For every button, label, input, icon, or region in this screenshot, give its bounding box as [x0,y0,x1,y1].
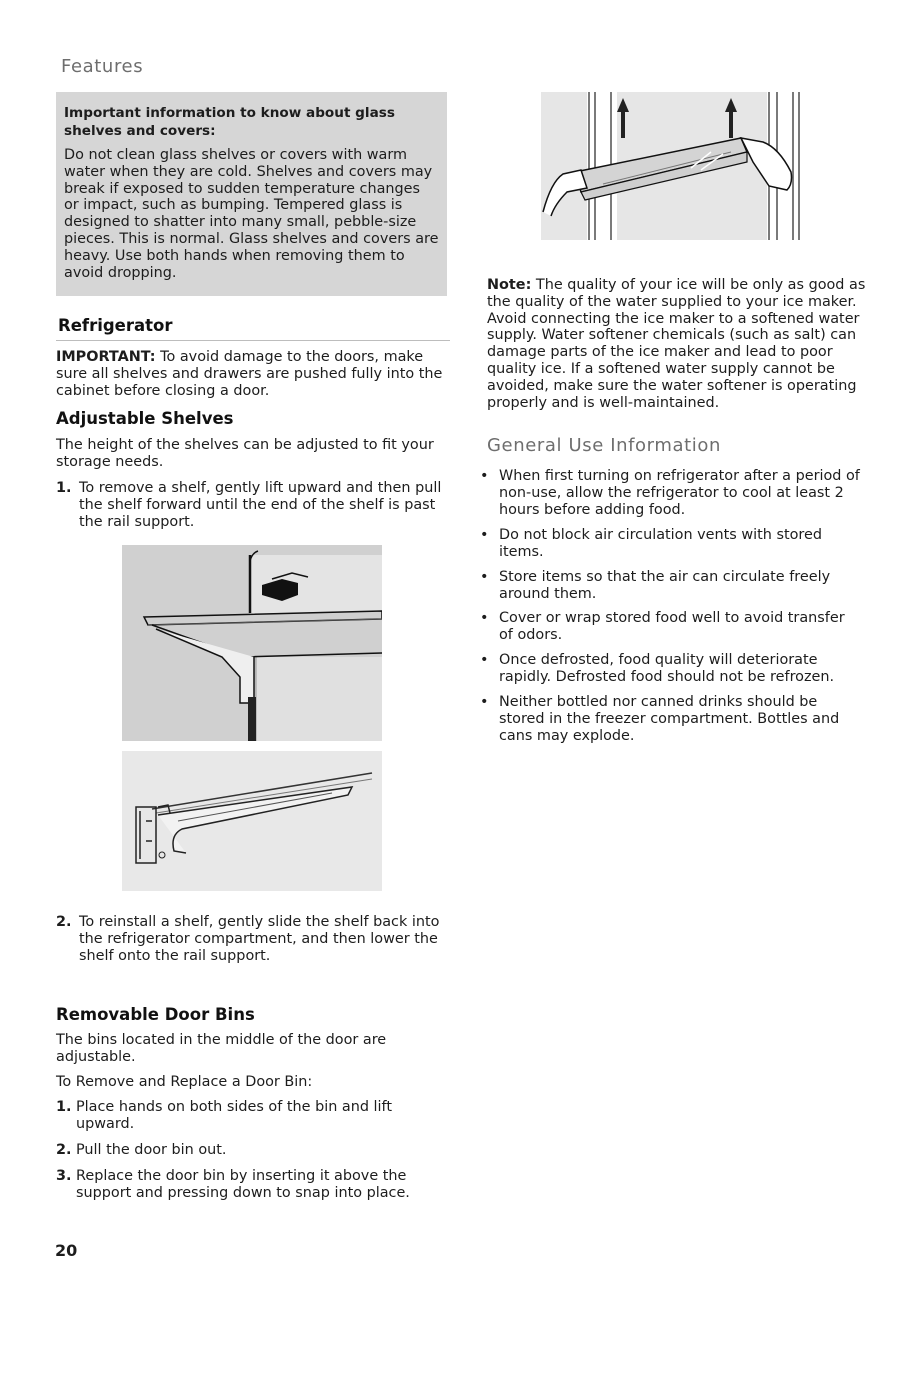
bullet-text: Cover or wrap stored food well to avoid transfer of odors. [499,610,845,643]
shelf-removal-illustration [122,545,382,741]
bullet-dot: • [480,468,489,484]
page-number: 20 [55,1241,78,1260]
notice-body: Do not clean glass shelves or covers with warm water when they are cold. Shelves and covers may break if exposed to sudden temperature changes or impact, such as bumping. Tempered glass is designed to shatter into many small, pebble-size pieces. This is normal. Glass shelves and covers are heavy. Use both hands when removing them to avoid dropping. [64,147,439,281]
door-bins-intro: The bins located in the middle of the door are adjustable. [56,1032,387,1065]
bullet-text: When first turning on refrigerator after a period of non-use, allow the refrigerator to cool at least 2 hours before adding food. [499,468,860,518]
refrigerator-important [56,349,450,399]
section-title: Features [61,56,144,77]
important-label: IMPORTANT: [56,349,156,365]
step-text: To remove a shelf, gently lift upward and then pull the shelf forward until the end of the shelf is past the rail support. [79,480,442,530]
bullet-dot: • [480,527,489,543]
bullet-dot: • [480,569,489,585]
bullet-text: Once defrosted, food quality will deteriorate rapidly. Defrosted food should not be refrozen. [499,652,835,685]
bullet-dot: • [480,694,489,710]
shelf-step-1 [56,480,446,530]
step-number: 3. [56,1168,72,1184]
step-text: Replace the door bin by inserting it above the support and pressing down to snap into place. [76,1168,410,1201]
adjustable-shelves-heading: Adjustable Shelves [56,409,234,428]
bullet-item [480,569,861,603]
door-bins-heading: Removable Door Bins [56,1005,255,1024]
ice-quality-note [487,277,867,411]
bullet-text: Neither bottled nor canned drinks should be stored in the freezer compartment. Bottles and cans may explode. [499,694,840,744]
refrigerator-heading: Refrigerator [58,316,173,335]
adjustable-shelves-intro: The height of the shelves can be adjusted to fit your storage needs. [56,437,434,470]
bullet-item [480,468,861,518]
step-number: 2. [56,914,72,930]
step-number: 1. [56,480,72,496]
door-bins-subheading: To Remove and Replace a Door Bin: [56,1074,313,1090]
bullet-dot: • [480,610,489,626]
bullet-text: Do not block air circulation vents with stored items. [499,527,823,560]
step-number: 2. [56,1142,72,1158]
bin-step-1 [56,1099,446,1133]
general-use-heading: General Use Information [487,435,722,456]
door-bin-illustration [541,92,801,240]
bullet-item [480,652,870,686]
step-text: Place hands on both sides of the bin and lift upward. [76,1099,392,1132]
step-text: Pull the door bin out. [76,1142,227,1158]
notice-heading: Important information to know about glass shelves and covers: [64,105,395,139]
bullet-text: Store items so that the air can circulate freely around them. [499,569,831,602]
bullet-dot: • [480,652,489,668]
bin-step-2 [56,1142,446,1159]
divider [56,340,450,341]
bullet-item [480,610,861,644]
note-label: Note: [487,277,532,293]
bin-step-3 [56,1168,446,1202]
important-text: To avoid damage to the doors, make sure all shelves and drawers are pushed fully into the cabinet before closing a door. [56,349,443,399]
rail-support-illustration [122,751,382,891]
step-number: 1. [56,1099,72,1115]
shelf-step-2 [56,914,446,964]
step-text: To reinstall a shelf, gently slide the shelf back into the refrigerator compartment, and then lower the shelf onto the rail support. [79,914,440,964]
bullet-item [480,527,861,561]
glass-shelves-notice [56,92,447,296]
note-text: The quality of your ice will be only as good as the quality of the water supplied to your ice maker. Avoid connecting the ice maker to a softened water supply. Water softener chemicals (such as salt) can damage parts of the ice maker and lead to poor quality ice. If a softened water supply cannot be avoided, make sure the water softener is operating properly and is well-maintained. [487,277,866,411]
bullet-item [480,694,861,744]
